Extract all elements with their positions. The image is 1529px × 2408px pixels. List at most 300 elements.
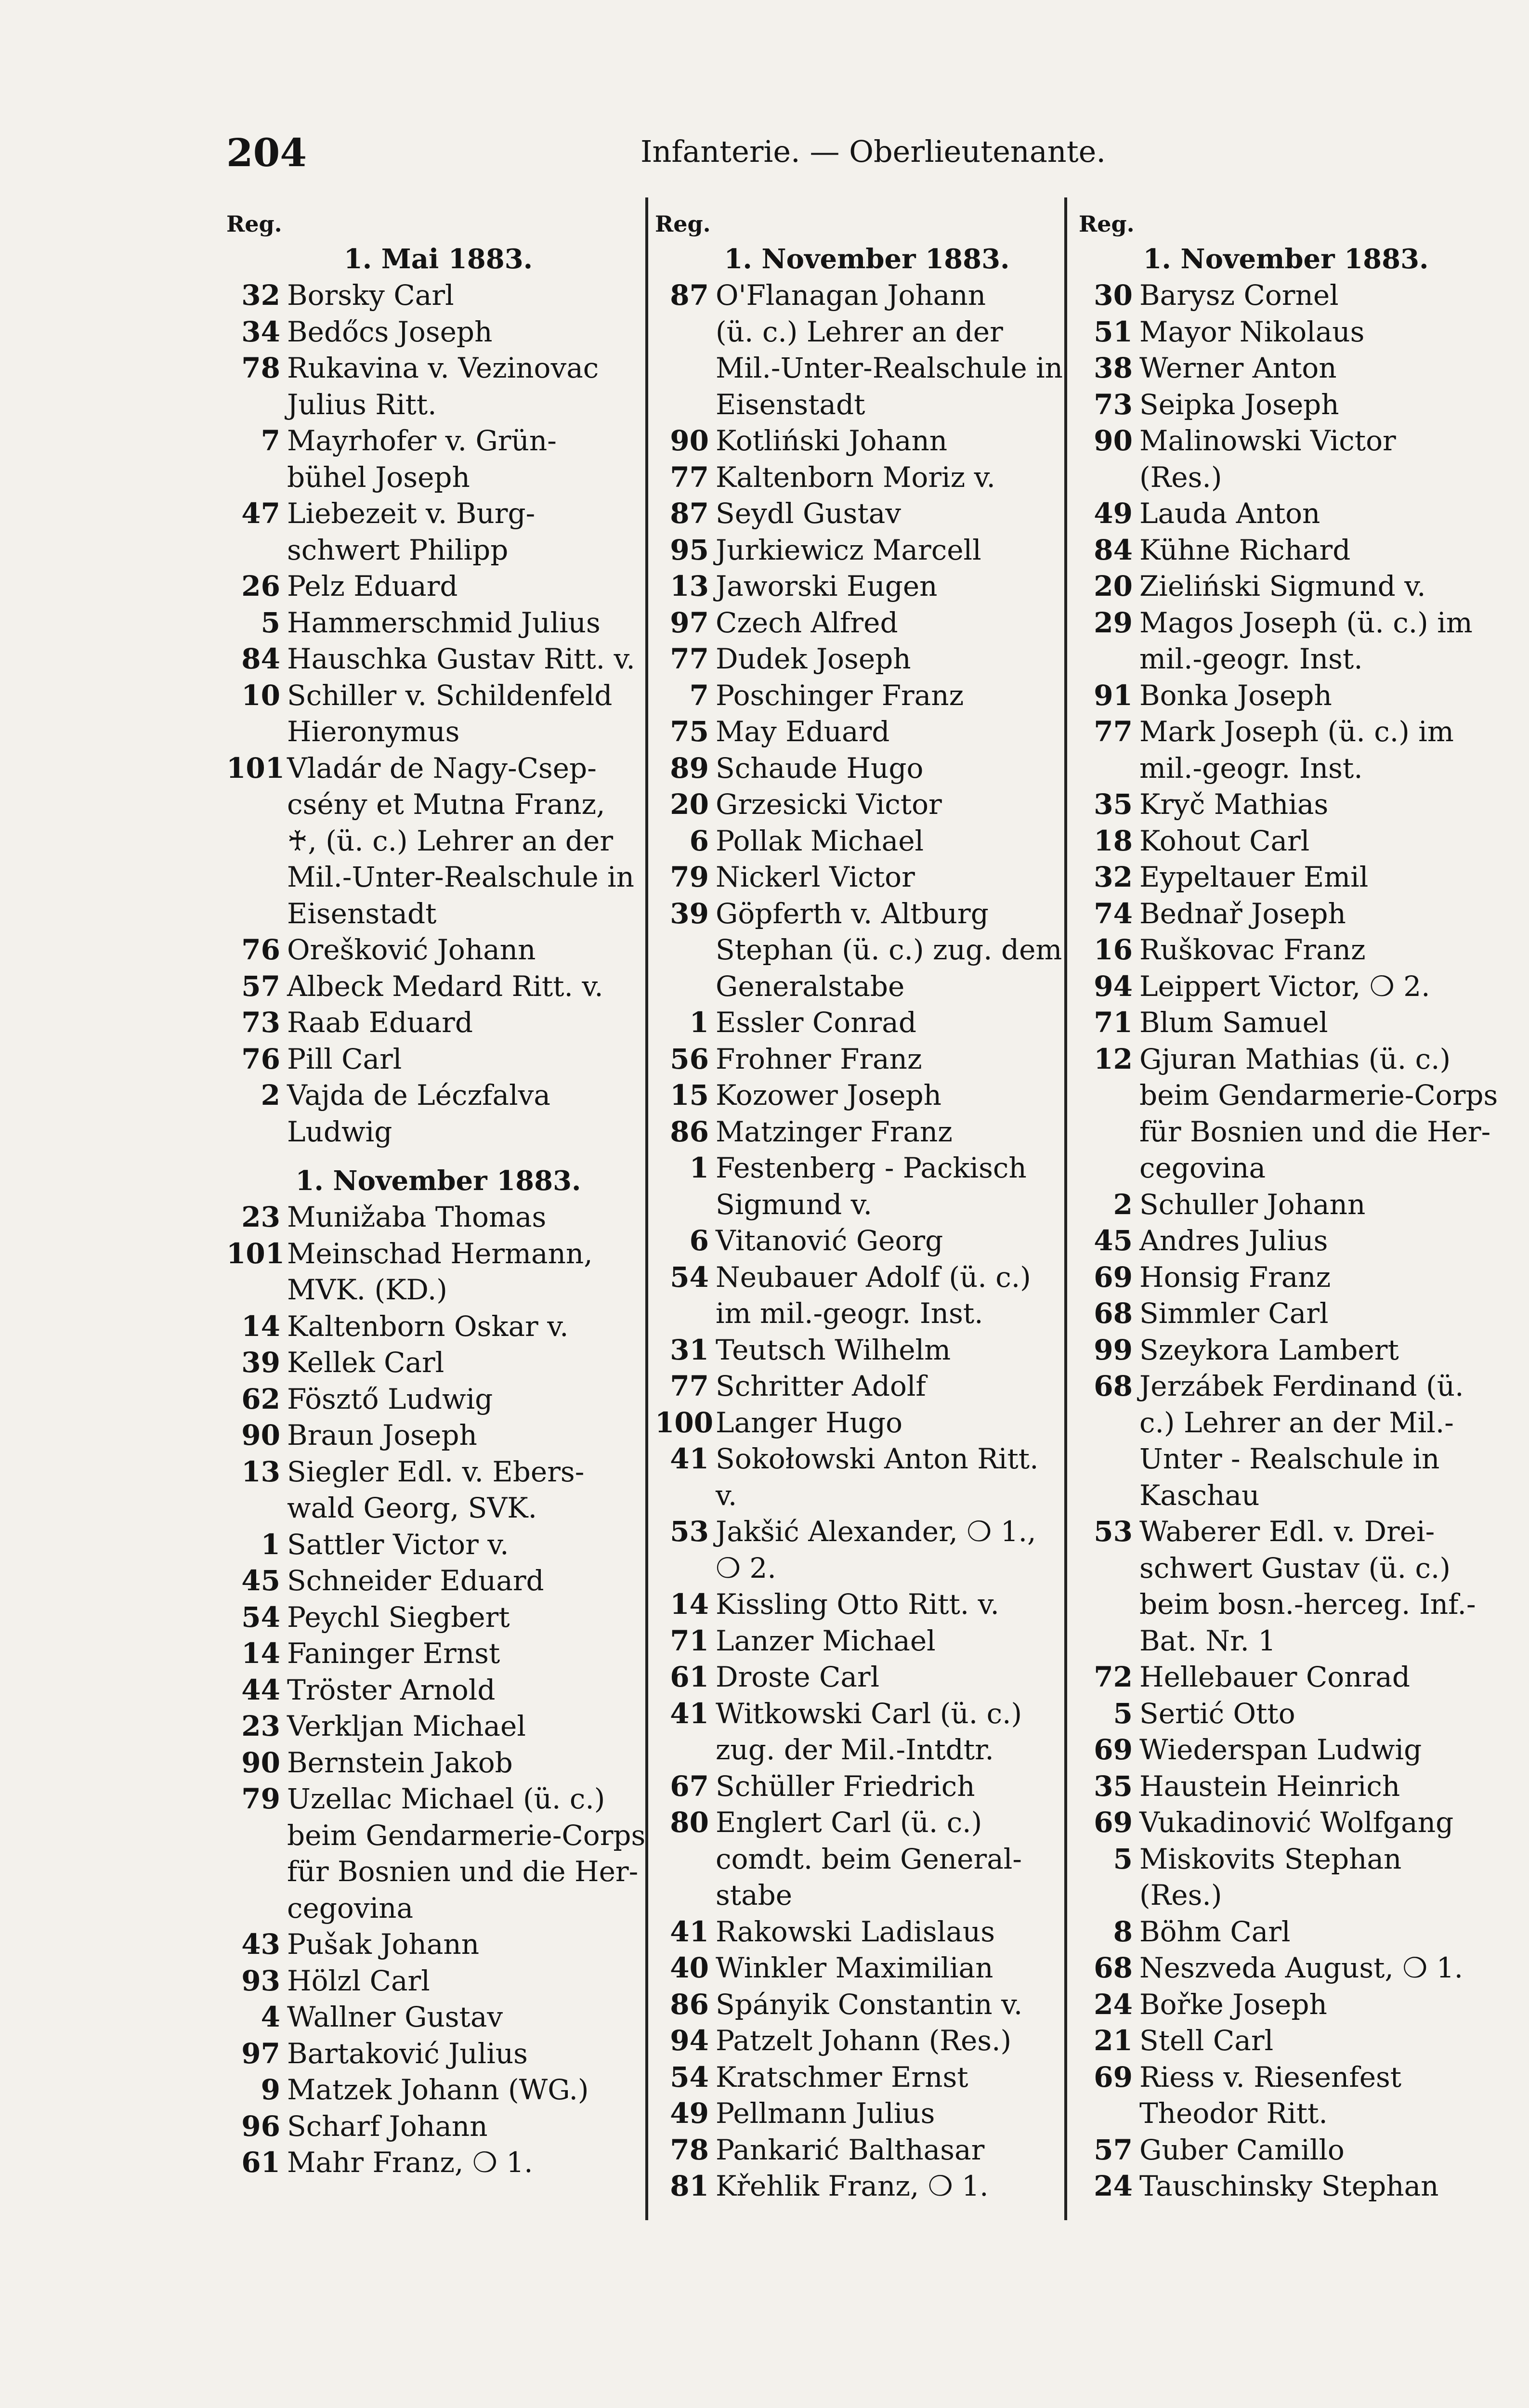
regiment-number: 32	[241, 279, 280, 312]
entry-text: Seydl Gustav	[716, 497, 902, 530]
regiment-number: 69	[1094, 1806, 1133, 1839]
regiment-number: 8	[1113, 1915, 1133, 1948]
list-entry	[1079, 350, 1493, 387]
entry-text: Bernstein Jakob	[287, 1746, 513, 1779]
entry-text: im mil.-geogr. Inst.	[716, 1297, 983, 1330]
entry-text: stabe	[716, 1879, 793, 1911]
entry-text: Julius Ritt.	[287, 388, 437, 421]
entry-text: beim Gendarmerie-Corps	[287, 1819, 646, 1852]
regiment-number: 7	[689, 679, 709, 712]
regiment-number: 95	[670, 533, 709, 566]
list-entry	[1079, 1478, 1493, 1514]
entry-text: Mayrhofer v. Grün-	[287, 424, 557, 457]
entry-text: wald Georg, SVK.	[287, 1492, 537, 1524]
entry-text: Riess v. Riesenfest	[1139, 2060, 1402, 2094]
list-entry	[1079, 896, 1493, 932]
list-entry	[1079, 1550, 1493, 1587]
list-entry	[226, 1236, 650, 1272]
list-entry	[655, 859, 1079, 896]
entry-text: beim bosn.-herceg. Inf.-	[1139, 1588, 1476, 1621]
entry-text: Liebezeit v. Burg-	[287, 497, 536, 530]
entry-text: Mark Joseph (ü. c.) im	[1139, 715, 1454, 748]
entry-text: Lauda Anton	[1139, 497, 1320, 530]
entry-text: Stephan (ü. c.) zug. dem	[716, 933, 1062, 966]
regiment-number: 87	[670, 279, 709, 312]
regiment-number: 69	[1094, 2060, 1133, 2094]
list-entry	[1079, 1368, 1493, 1405]
list-entry	[655, 1659, 1079, 1696]
regiment-number: 56	[670, 1042, 709, 1075]
entry-text: Rukavina v. Vezinovac	[287, 352, 599, 384]
entry-text: beim Gendarmerie-Corps	[1139, 1079, 1498, 1112]
entry-text: Zieliński Sigmund v.	[1139, 570, 1426, 602]
regiment-number: 29	[1094, 606, 1133, 639]
entry-text: Neubauer Adolf (ü. c.)	[716, 1260, 1031, 1294]
page-number: 204	[226, 130, 307, 175]
list-entry	[1079, 750, 1493, 787]
list-entry	[1079, 1041, 1493, 1078]
entry-text: Jaworski Eugen	[716, 570, 938, 602]
list-entry	[1079, 823, 1493, 860]
regiment-number: 77	[670, 460, 709, 494]
list-entry	[655, 823, 1079, 860]
regiment-number: 100	[655, 1406, 714, 1439]
list-entry	[226, 2145, 650, 2181]
column-3	[1079, 207, 1498, 2205]
entry-text: Hammerschmid Julius	[287, 606, 601, 639]
entry-text: Andres Julius	[1139, 1224, 1328, 1257]
entry-text: bühel Joseph	[287, 460, 470, 494]
list-entry	[655, 1368, 1079, 1405]
list-entry	[1079, 641, 1493, 678]
list-entry	[1079, 678, 1493, 714]
list-entry	[1079, 1950, 1493, 1987]
regiment-number: 30	[1094, 279, 1133, 312]
list-entry	[655, 1914, 1079, 1950]
regiment-number: 99	[1094, 1333, 1133, 1366]
entry-text: Werner Anton	[1139, 352, 1337, 384]
section-date: 1. Mai 1883.	[343, 243, 533, 275]
entry-text: Kratschmer Ernst	[716, 2060, 968, 2094]
list-entry	[226, 786, 650, 823]
regiment-number: 101	[226, 1237, 285, 1270]
entry-text: Czech Alfred	[716, 606, 898, 639]
list-entry	[1079, 605, 1493, 641]
list-entry	[1079, 1914, 1493, 1950]
regiment-number: 76	[241, 1042, 280, 1075]
list-entry	[655, 423, 1079, 459]
list-entry	[1079, 1005, 1493, 1041]
list-entry	[655, 1296, 1079, 1332]
list-entry	[655, 1514, 1079, 1550]
list-entry	[226, 1041, 650, 1078]
entry-text: für Bosnien und die Her-	[287, 1855, 639, 1888]
list-entry	[655, 1041, 1079, 1078]
regiment-number: 31	[670, 1333, 709, 1366]
list-entry	[655, 1841, 1079, 1878]
entry-text: Ludwig	[287, 1115, 392, 1148]
entry-text: (Res.)	[1139, 460, 1222, 494]
list-entry	[1079, 714, 1493, 750]
list-entry	[1079, 1623, 1493, 1660]
page-header	[226, 130, 1459, 183]
entry-text: Unter - Realschule in	[1139, 1442, 1440, 1475]
entry-text: Uzellac Michael (ü. c.)	[287, 1782, 605, 1815]
regiment-number: 90	[241, 1419, 280, 1452]
list-entry	[655, 1187, 1079, 1223]
entry-text: Stell Carl	[1139, 2024, 1274, 2057]
entry-text: Witkowski Carl (ü. c.)	[716, 1697, 1022, 1730]
regiment-number: 1	[689, 1006, 709, 1039]
list-entry	[1079, 968, 1493, 1005]
entry-text: Ruškovac Franz	[1139, 933, 1366, 966]
entry-text: Pellmann Julius	[716, 2097, 935, 2130]
list-entry	[226, 277, 650, 314]
entry-text: Simmler Carl	[1139, 1297, 1329, 1330]
list-entry	[226, 605, 650, 641]
entry-text: (ü. c.) Lehrer an der	[716, 315, 1003, 348]
entry-text: Winkler Maximilian	[716, 1951, 993, 1984]
entry-text: Vukadinović Wolfgang	[1139, 1806, 1454, 1839]
regiment-number: 1	[261, 1528, 280, 1561]
entry-text: mil.-geogr. Inst.	[1139, 751, 1363, 785]
entry-text: Seipka Joseph	[1139, 388, 1339, 421]
list-entry	[655, 1332, 1079, 1369]
list-entry	[226, 678, 650, 714]
entry-text: Patzelt Johann (Res.)	[716, 2024, 1012, 2057]
list-entry	[226, 423, 650, 459]
list-entry	[226, 714, 650, 750]
entry-text: Grzesicki Victor	[716, 788, 942, 821]
regiment-number: 68	[1094, 1951, 1133, 1984]
regiment-number: 23	[241, 1710, 280, 1742]
entry-text: Sertić Otto	[1139, 1697, 1295, 1730]
entry-text: Fösztő Ludwig	[287, 1382, 493, 1415]
reg-label: Reg.	[655, 211, 711, 237]
list-entry	[1079, 496, 1493, 532]
list-entry	[1079, 2095, 1493, 2132]
regiment-number: 77	[670, 1370, 709, 1402]
entry-text: Miskovits Stephan	[1139, 1842, 1402, 1875]
entry-text: ❍ 2.	[716, 1551, 776, 1584]
list-entry	[655, 1805, 1079, 1841]
entry-text: Tauschinsky Stephan	[1139, 2170, 1439, 2202]
list-entry	[655, 277, 1079, 314]
entry-text: Wiederspan Ludwig	[1139, 1733, 1422, 1766]
list-entry	[226, 1381, 650, 1418]
regiment-number: 13	[670, 570, 709, 602]
entry-text: Matzek Johann (WG.)	[287, 2073, 589, 2106]
regiment-number: 18	[1094, 824, 1133, 857]
list-entry	[1079, 1332, 1493, 1369]
list-entry	[1079, 1586, 1493, 1623]
regiment-number: 68	[1094, 1370, 1133, 1402]
entry-text: Kaschau	[1139, 1479, 1260, 1512]
regiment-number: 16	[1094, 933, 1133, 966]
regiment-number: 76	[241, 933, 280, 966]
regiment-number: 43	[241, 1928, 280, 1961]
entry-text: Hieronymus	[287, 715, 460, 748]
regiment-number: 79	[241, 1782, 280, 1815]
entry-text: Jurkiewicz Marcell	[716, 533, 981, 566]
regiment-number: 90	[1094, 424, 1133, 457]
list-entry	[226, 1199, 650, 1236]
list-entry	[226, 932, 650, 968]
list-entry	[655, 387, 1079, 423]
entry-text: Tröster Arnold	[287, 1673, 496, 1706]
list-entry	[1079, 277, 1493, 314]
list-entry	[655, 2023, 1079, 2059]
regiment-number: 93	[241, 1964, 280, 1997]
entry-text: schwert Gustav (ü. c.)	[1139, 1551, 1451, 1584]
list-entry	[226, 1890, 650, 1927]
list-entry	[226, 532, 650, 569]
regiment-number: 86	[670, 1115, 709, 1148]
list-entry	[1079, 1405, 1493, 1441]
entry-text: Hellebauer Conrad	[1139, 1661, 1410, 1693]
entry-text: Lanzer Michael	[716, 1624, 936, 1657]
list-entry	[655, 1696, 1079, 1732]
regiment-number: 39	[241, 1346, 280, 1379]
entry-text: Englert Carl (ü. c.)	[716, 1806, 982, 1839]
entry-text: Rakowski Ladislaus	[716, 1915, 995, 1948]
list-entry	[1079, 387, 1493, 423]
regiment-number: 71	[1094, 1006, 1133, 1039]
regiment-number: 53	[1094, 1515, 1133, 1548]
reg-label: Reg.	[226, 211, 282, 237]
list-entry	[226, 823, 650, 860]
regiment-number: 97	[670, 606, 709, 639]
list-entry	[226, 1345, 650, 1381]
entry-text: Pelz Eduard	[287, 570, 458, 602]
entry-text: csény et Mutna Franz,	[287, 788, 605, 821]
regiment-number: 10	[241, 679, 280, 712]
list-entry	[1079, 1768, 1493, 1805]
entry-text: Böhm Carl	[1139, 1915, 1291, 1948]
regiment-number: 97	[241, 2037, 280, 2070]
regiment-number: 49	[1094, 497, 1133, 530]
entry-text: Langer Hugo	[716, 1406, 903, 1439]
entry-text: Barysz Cornel	[1139, 279, 1339, 312]
list-entry	[1079, 932, 1493, 968]
regiment-number: 45	[241, 1564, 280, 1597]
entry-text: Waberer Edl. v. Drei-	[1139, 1515, 1435, 1548]
entry-text: Blum Samuel	[1139, 1006, 1328, 1039]
list-entry	[655, 496, 1079, 532]
entry-text: Schiller v. Schildenfeld	[287, 679, 613, 712]
section-date: 1. November 1883.	[295, 1165, 581, 1197]
entry-text: Schüller Friedrich	[716, 1769, 975, 1803]
list-entry	[226, 1527, 650, 1563]
regiment-number: 53	[670, 1515, 709, 1548]
list-entry	[655, 2168, 1079, 2205]
entry-text: Honsig Franz	[1139, 1260, 1331, 1294]
regiment-number: 57	[1094, 2133, 1133, 2166]
list-entry	[226, 968, 650, 1005]
list-entry	[1079, 423, 1493, 459]
regiment-number: 90	[670, 424, 709, 457]
regiment-number: 41	[670, 1697, 709, 1730]
list-entry	[226, 568, 650, 605]
list-entry	[226, 1854, 650, 1890]
list-entry	[1079, 1732, 1493, 1768]
list-entry	[226, 1963, 650, 2000]
list-entry	[1079, 2023, 1493, 2059]
list-entry	[1079, 1150, 1493, 1187]
list-entry	[1079, 2059, 1493, 2096]
regiment-number: 57	[241, 969, 280, 1003]
list-entry	[655, 2095, 1079, 2132]
regiment-number: 75	[670, 715, 709, 748]
regiment-number: 78	[241, 352, 280, 384]
list-entry	[655, 714, 1079, 750]
entry-text: cegovina	[287, 1891, 414, 1924]
list-entry	[226, 350, 650, 387]
regiment-number: 90	[241, 1746, 280, 1779]
list-entry	[1079, 1696, 1493, 1732]
entry-text: Frohner Franz	[716, 1042, 922, 1075]
entry-text: Bořke Joseph	[1139, 1988, 1327, 2021]
list-entry	[226, 1708, 650, 1745]
regiment-number: 5	[261, 606, 280, 639]
entry-text: Generalstabe	[716, 969, 905, 1003]
list-entry	[226, 750, 650, 787]
column-2	[655, 207, 1079, 2205]
regiment-number: 41	[670, 1915, 709, 1948]
entry-text: Leippert Victor, ❍ 2.	[1139, 969, 1430, 1003]
list-entry	[655, 1987, 1079, 2023]
entry-text: Kohout Carl	[1139, 824, 1310, 857]
list-entry	[226, 1745, 650, 1781]
list-entry	[655, 568, 1079, 605]
regiment-number: 69	[1094, 1260, 1133, 1294]
regiment-number: 54	[670, 1260, 709, 1294]
regiment-number: 94	[670, 2024, 709, 2057]
regiment-number: 23	[241, 1201, 280, 1233]
regiment-number: 4	[261, 2001, 280, 2033]
list-entry	[1079, 786, 1493, 823]
list-entry	[655, 932, 1079, 968]
regiment-number: 45	[1094, 1224, 1133, 1257]
list-entry	[1079, 1187, 1493, 1223]
list-entry	[1079, 1296, 1493, 1332]
list-entry	[655, 1005, 1079, 1041]
list-entry	[655, 459, 1079, 496]
entry-text: Hölzl Carl	[287, 1964, 430, 1997]
entry-text: comdt. beim General-	[716, 1842, 1022, 1875]
list-entry	[226, 1999, 650, 2036]
entry-text: Vitanović Georg	[716, 1224, 943, 1257]
entry-text: v.	[716, 1479, 737, 1512]
list-entry	[655, 1732, 1079, 1768]
entry-text: O'Flanagan Johann	[716, 279, 986, 312]
regiment-number: 78	[670, 2133, 709, 2166]
list-entry	[655, 641, 1079, 678]
entry-text: Sigmund v.	[716, 1188, 873, 1221]
entry-text: c.) Lehrer an der Mil.-	[1139, 1406, 1454, 1439]
regiment-number: 89	[670, 751, 709, 785]
list-entry	[655, 786, 1079, 823]
list-entry	[655, 1877, 1079, 1914]
regiment-number: 20	[670, 788, 709, 821]
entry-text: Kissling Otto Ritt. v.	[716, 1588, 999, 1621]
regiment-number: 62	[241, 1382, 280, 1415]
regiment-number: 49	[670, 2097, 709, 2130]
entry-text: Bartaković Julius	[287, 2037, 528, 2070]
entry-text: ♰, (ü. c.) Lehrer an der	[287, 824, 614, 857]
regiment-number: 7	[261, 424, 280, 457]
entry-text: Göpferth v. Altburg	[716, 897, 989, 930]
entry-text: Schaude Hugo	[716, 751, 924, 785]
regiment-number: 51	[1094, 315, 1133, 348]
entry-text: Schuller Johann	[1139, 1188, 1366, 1221]
regiment-number: 101	[226, 751, 285, 785]
list-entry	[655, 532, 1079, 569]
regiment-number: 6	[689, 1224, 709, 1257]
entry-text: Matzinger Franz	[716, 1115, 953, 1148]
list-entry	[226, 641, 650, 678]
entry-text: Magos Joseph (ü. c.) im	[1139, 606, 1473, 639]
regiment-number: 38	[1094, 352, 1133, 384]
regiment-number: 5	[1113, 1697, 1133, 1730]
list-entry	[226, 1114, 650, 1151]
regiment-number: 73	[241, 1006, 280, 1039]
regiment-number: 87	[670, 497, 709, 530]
list-entry	[655, 1550, 1079, 1587]
list-entry	[226, 1599, 650, 1636]
regiment-number: 79	[670, 861, 709, 893]
entry-text: Spányik Constantin v.	[716, 1988, 1023, 2021]
regiment-number: 68	[1094, 1297, 1133, 1330]
regiment-number: 61	[241, 2146, 280, 2179]
entry-text: Nickerl Victor	[716, 861, 915, 893]
list-entry	[1079, 1987, 1493, 2023]
list-entry	[655, 1768, 1079, 1805]
regiment-number: 77	[1094, 715, 1133, 748]
list-entry	[226, 1490, 650, 1527]
entry-text: Dudek Joseph	[716, 642, 911, 675]
list-entry	[1079, 2132, 1493, 2169]
list-entry	[655, 2059, 1079, 2096]
entry-text: Sokołowski Anton Ritt.	[716, 1442, 1039, 1475]
entry-text: Pollak Michael	[716, 824, 924, 857]
entry-text: Pill Carl	[287, 1042, 402, 1075]
list-entry	[226, 1818, 650, 1854]
regiment-number: 26	[241, 570, 280, 602]
regiment-number: 41	[670, 1442, 709, 1475]
entry-text: Borsky Carl	[287, 279, 454, 312]
list-entry	[1079, 1223, 1493, 1259]
entry-text: Poschinger Franz	[716, 679, 964, 712]
column-1	[226, 207, 650, 2181]
entry-text: Schneider Eduard	[287, 1564, 544, 1597]
regiment-number: 2	[1113, 1188, 1133, 1221]
list-entry	[655, 1623, 1079, 1660]
regiment-number: 1	[689, 1152, 709, 1184]
entry-text: Teutsch Wilhelm	[716, 1333, 951, 1366]
list-entry	[1079, 1441, 1493, 1478]
regiment-number: 84	[1094, 533, 1133, 566]
entry-text: Mayor Nikolaus	[1139, 315, 1365, 348]
section-date: 1. November 1883.	[1143, 243, 1429, 275]
list-entry	[226, 1272, 650, 1309]
regiment-number: 80	[670, 1806, 709, 1839]
list-entry	[226, 2108, 650, 2145]
list-entry	[655, 1441, 1079, 1478]
regiment-number: 61	[670, 1661, 709, 1693]
regiment-number: 81	[670, 2170, 709, 2202]
list-entry	[226, 496, 650, 532]
